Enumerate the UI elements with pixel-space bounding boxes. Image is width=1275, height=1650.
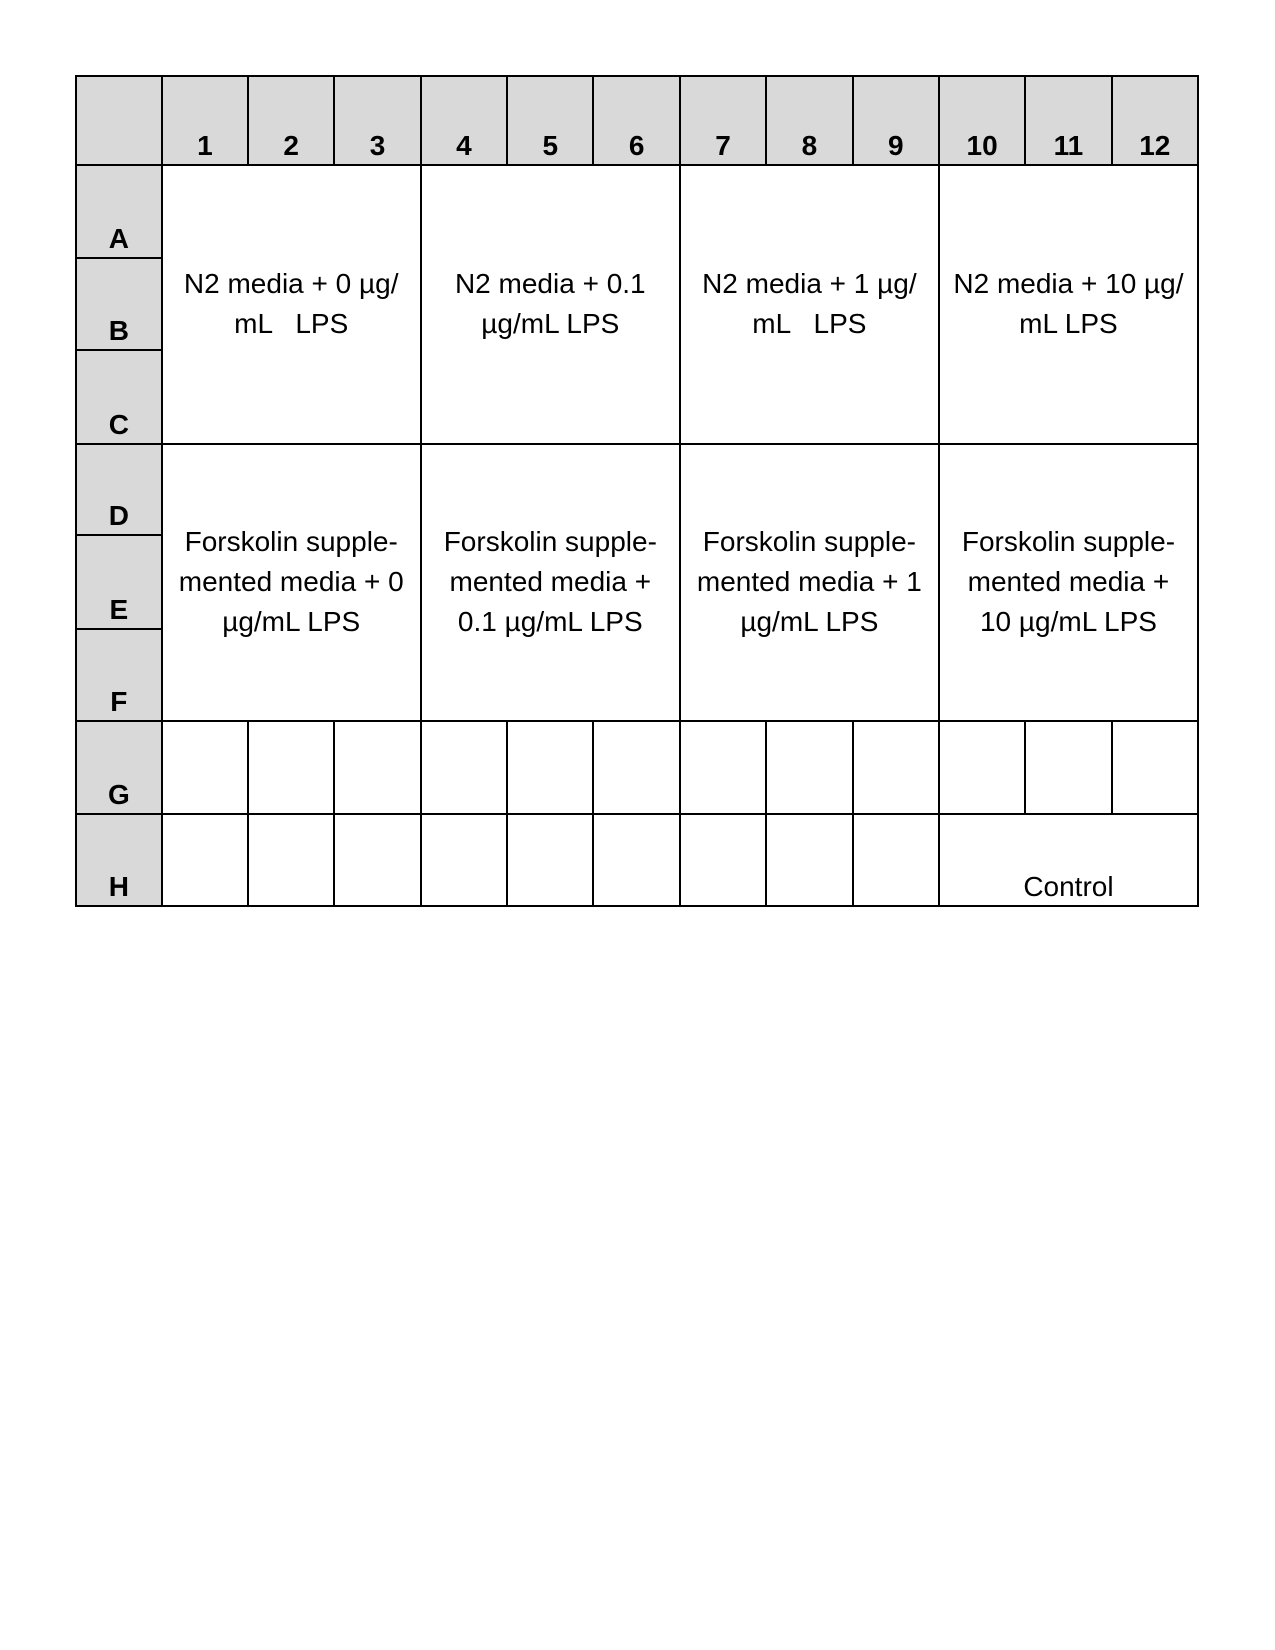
group-label-line: N2 media + 10 µg/ — [953, 268, 1184, 300]
treatment-group-n2-0.1 — [421, 165, 680, 444]
row-header: B — [76, 258, 162, 350]
row-header: E — [76, 535, 162, 629]
group-label-line: N2 media + 1 µg/ — [702, 268, 917, 300]
group-label-line: N2 media + 0.1 — [454, 268, 646, 300]
column-header: 11 — [1025, 76, 1111, 165]
well-plate-layout-table — [75, 75, 1199, 907]
well-cell — [162, 721, 248, 815]
treatment-group-n2-10 — [939, 165, 1198, 444]
well-cell — [248, 721, 334, 815]
well-cell — [853, 721, 939, 815]
treatment-group-forskolin-1 — [680, 444, 939, 721]
group-label-line: Forskolin supple- — [443, 526, 657, 558]
treatment-group-forskolin-0 — [162, 444, 421, 721]
column-header: 2 — [248, 76, 334, 165]
group-label-line: mented media + 1 — [696, 566, 922, 598]
treatment-group-n2-1 — [680, 165, 939, 444]
well-cell — [939, 721, 1025, 815]
group-label-line: mented media + — [449, 566, 652, 598]
column-header: 6 — [593, 76, 679, 165]
treatment-group-forskolin-10 — [939, 444, 1198, 721]
column-header: 3 — [334, 76, 420, 165]
group-label-line: mented media + 0 — [178, 566, 404, 598]
well-cell — [680, 814, 766, 906]
group-label-line: mL LPS — [1019, 308, 1118, 340]
group-label-line: mL LPS — [752, 308, 867, 340]
column-header: 12 — [1112, 76, 1198, 165]
row-header: G — [76, 721, 162, 815]
group-label-line: µg/mL LPS — [481, 308, 620, 340]
column-header: 10 — [939, 76, 1025, 165]
row-header: H — [76, 814, 162, 906]
well-cell — [507, 814, 593, 906]
group-label-line: 0.1 µg/mL LPS — [457, 606, 643, 638]
well-cell — [766, 814, 852, 906]
well-cell — [1025, 721, 1111, 815]
group-label-line: mented media + — [967, 566, 1170, 598]
row-header: D — [76, 444, 162, 536]
row-header: A — [76, 165, 162, 259]
group-label-line: 10 µg/mL LPS — [979, 606, 1157, 638]
plate-row-h — [76, 814, 1198, 906]
well-cell — [853, 814, 939, 906]
row-header: C — [76, 350, 162, 444]
corner-cell — [76, 76, 162, 165]
treatment-group-n2-0 — [162, 165, 421, 444]
group-label-line: Forskolin supple- — [184, 526, 398, 558]
well-cell — [162, 814, 248, 906]
control-group-cell: Control — [939, 814, 1198, 906]
well-cell — [421, 721, 507, 815]
well-cell — [334, 814, 420, 906]
column-header: 1 — [162, 76, 248, 165]
well-cell — [248, 814, 334, 906]
well-cell — [334, 721, 420, 815]
well-cell — [507, 721, 593, 815]
well-cell — [593, 814, 679, 906]
column-header: 9 — [853, 76, 939, 165]
plate-row-g — [76, 721, 1198, 815]
well-cell — [1112, 721, 1198, 815]
row-header: F — [76, 629, 162, 721]
treatment-group-forskolin-0.1 — [421, 444, 680, 721]
column-header-row — [76, 76, 1198, 165]
well-cell — [421, 814, 507, 906]
group-label-line: Forskolin supple- — [702, 526, 916, 558]
group-label-line: N2 media + 0 µg/ — [183, 268, 399, 300]
column-header: 4 — [421, 76, 507, 165]
plate-row-d — [76, 444, 1198, 536]
column-header: 7 — [680, 76, 766, 165]
column-header: 8 — [766, 76, 852, 165]
group-label-line: mL LPS — [234, 308, 349, 340]
column-header: 5 — [507, 76, 593, 165]
well-cell — [593, 721, 679, 815]
group-label-line: µg/mL LPS — [222, 606, 361, 638]
group-label-line: Forskolin supple- — [961, 526, 1176, 558]
well-cell — [766, 721, 852, 815]
plate-row-a — [76, 165, 1198, 259]
well-cell — [680, 721, 766, 815]
group-label-line: µg/mL LPS — [740, 606, 879, 638]
